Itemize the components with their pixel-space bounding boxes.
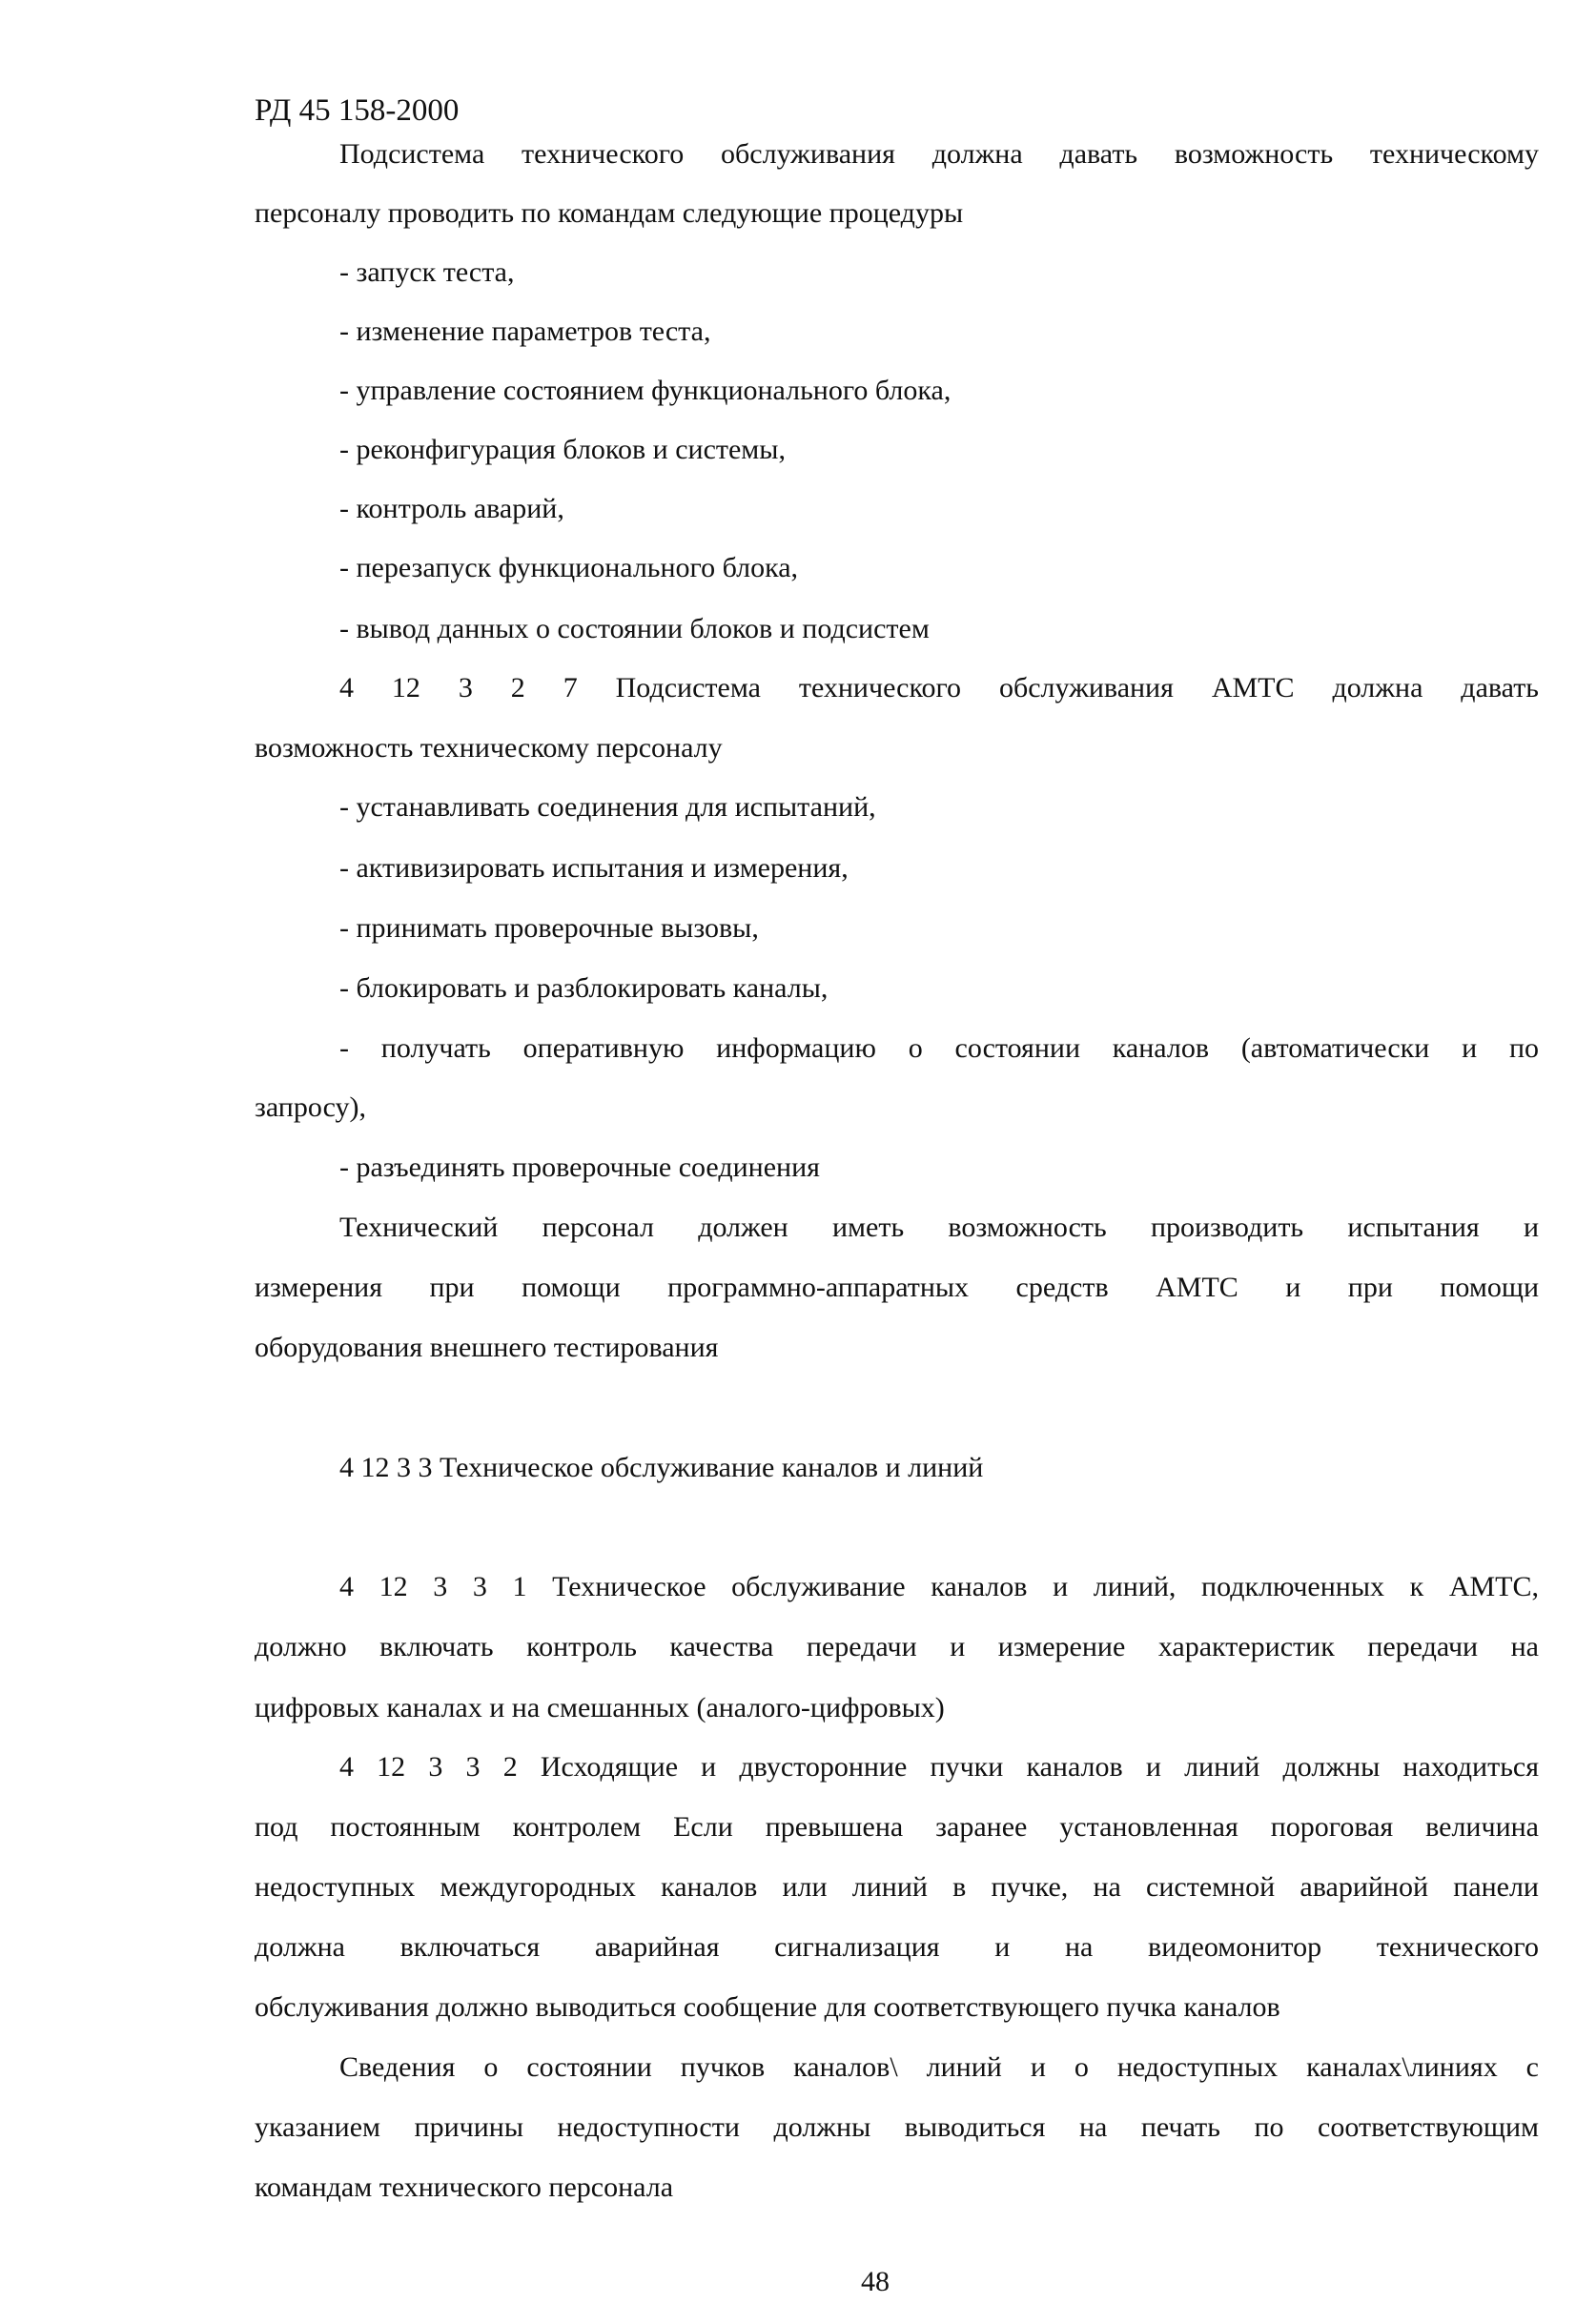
intro-line-2: персоналу проводить по командам следующие процедуры <box>255 197 964 229</box>
document-header: РД 45 158-2000 <box>255 93 460 128</box>
capability-item: - устанавливать соединения для испытаний, <box>339 791 876 823</box>
section-4-12-3-3-2-line-2: под постоянным контролем Если превышена заранее установленная пороговая величина <box>255 1811 1539 1843</box>
section-4-12-3-3-2-line-3: недоступных междугородных каналов или линий в пучке, на системной аварийной панели <box>255 1871 1539 1903</box>
section-4-12-3-3-2-line-4: должна включаться аварийная сигнализация и на видеомонитор технического <box>255 1931 1539 1963</box>
capability-item: - активизировать испытания и измерения, <box>339 852 849 884</box>
procedure-item: - контроль аварий, <box>339 493 564 524</box>
capability-item-continuation: запросу), <box>255 1091 366 1123</box>
procedure-item: - вывод данных о состоянии блоков и подсистем <box>339 613 930 644</box>
capability-item: - разъединять проверочные соединения <box>339 1152 820 1183</box>
section-4-12-3-2-7-line-2: возможность техническому персоналу <box>255 732 723 764</box>
section-heading-4-12-3-3: 4 12 3 3 Техническое обслуживание каналов и линий <box>339 1452 984 1483</box>
status-info-line-3: командам технического персонала <box>255 2171 674 2203</box>
tech-personnel-line-2: измерения при помощи программно-аппаратных средств АМТС и при помощи <box>255 1272 1539 1303</box>
section-4-12-3-3-2-line-5: обслуживания должно выводиться сообщение для соответствующего пучка каналов <box>255 1991 1280 2023</box>
procedure-item: - реконфигурация блоков и системы, <box>339 434 786 465</box>
section-4-12-3-3-1-line-3: цифровых каналах и на смешанных (аналого-цифровых) <box>255 1692 945 1723</box>
procedure-item: - перезапуск функционального блока, <box>339 552 799 583</box>
status-info-line-2: указанием причины недоступности должны выводиться на печать по соответствующим <box>255 2111 1539 2143</box>
capability-item: - получать оперативную информацию о состоянии каналов (автоматически и по <box>339 1032 1539 1064</box>
procedure-item: - запуск теста, <box>339 256 515 288</box>
section-4-12-3-3-2-line-1: 4 12 3 3 2 Исходящие и двусторонние пучки каналов и линий должны находиться <box>339 1751 1539 1783</box>
procedure-item: - изменение параметров теста, <box>339 316 711 347</box>
status-info-line-1: Сведения о состоянии пучков каналов\ линий и о недоступных каналах\линиях с <box>339 2051 1539 2083</box>
procedure-item: - управление состоянием функционального блока, <box>339 375 952 406</box>
capability-item: - принимать проверочные вызовы, <box>339 912 759 944</box>
tech-personnel-line-1: Технический персонал должен иметь возможность производить испытания и <box>339 1212 1539 1243</box>
section-4-12-3-2-7-line-1: 4 12 3 2 7 Подсистема технического обслуживания АМТС должна давать <box>339 672 1539 703</box>
capability-item: - блокировать и разблокировать каналы, <box>339 972 829 1004</box>
tech-personnel-line-3: оборудования внешнего тестирования <box>255 1332 719 1363</box>
intro-line-1: Подсистема технического обслуживания должна давать возможность техническому <box>339 138 1539 170</box>
page-number: 48 <box>861 2266 890 2297</box>
section-4-12-3-3-1-line-1: 4 12 3 3 1 Техническое обслуживание каналов и линий, подключенных к АМТС, <box>339 1571 1539 1602</box>
section-4-12-3-3-1-line-2: должно включать контроль качества передачи и измерение характеристик передачи на <box>255 1631 1539 1662</box>
